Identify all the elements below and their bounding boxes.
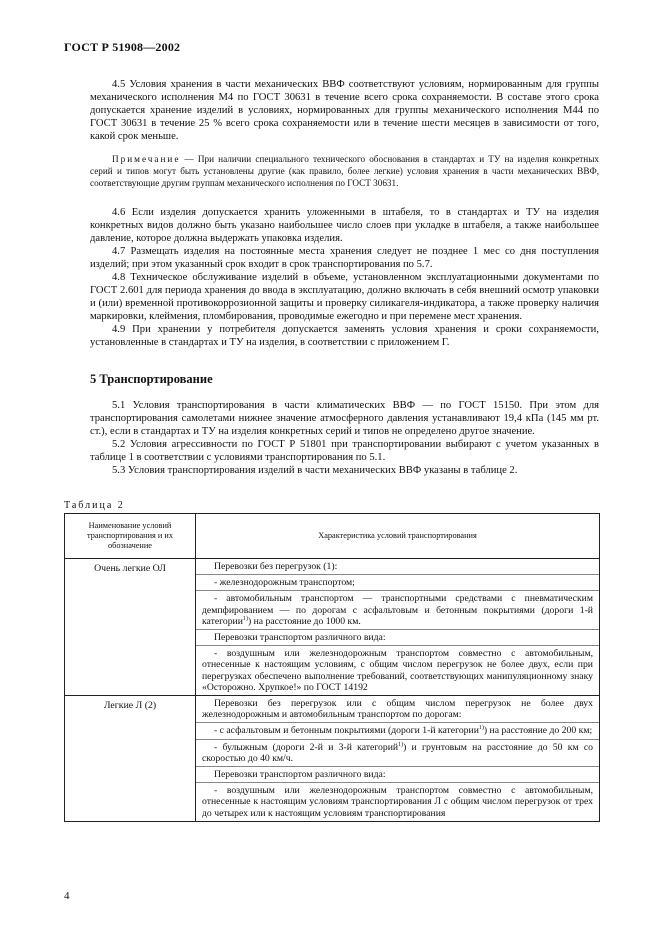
row-line: - булыжным (дороги 2-й и 3-й категорий$^{1)}$) и грунтовым на расстояние до 50 км со скоростью до 40 км/ч.	[196, 740, 599, 767]
header-col-characteristics: Характеристика условий транспортирования	[196, 514, 600, 559]
table-row	[65, 696, 600, 822]
paragraph-5-2: 5.2 Условия агрессивности по ГОСТ Р 51801 при транспортировании выбирают с учетом указанных в таблице 1 в соответствии с условиями транспортирования по 5.1.	[90, 439, 599, 463]
row-line: - железнодорожным транспортом;	[196, 575, 599, 591]
row-line: Перевозки без перегрузок (1):	[196, 559, 599, 575]
row-name: Легкие Л (2)	[65, 696, 196, 822]
note-block	[90, 153, 599, 189]
row-line: - воздушным или железнодорожным транспортом совместно с автомобильным, отнесенные к настоящим условиям транспортирования Л с общим числом перегрузок от трех до четырех или к настоящим условиям транспортирования	[202, 785, 593, 819]
row-line: Перевозки транспортом различного вида:	[196, 767, 599, 783]
table-caption: Таблица 2	[64, 500, 125, 511]
row-name: Очень легкие ОЛ	[65, 559, 196, 696]
page-number: 4	[64, 890, 70, 902]
row-line: Перевозки транспортом различного вида:	[196, 630, 599, 646]
table-row	[65, 559, 600, 696]
row-line: - воздушным или железнодорожным транспортом совместно с автомобильным, отнесенные к настоящим условиям, с общим числом перегрузок не более двух, если при перегрузках обеспечено выполнение требований, соответствующих манипуляционному знаку «Осторожно. Хрупкое!» по ГОСТ 14192	[202, 648, 593, 693]
row-characteristics	[196, 559, 600, 696]
paragraph-4-7: 4.7 Размещать изделия на постоянные места хранения следует не позднее 1 мес со дня поступления изделий; при этом указанный срок входит в срок транспортирования по 5.7.	[90, 246, 599, 270]
paragraph-4-5	[90, 78, 599, 143]
row-line: Перевозки без перегрузок или с общим числом перегрузок не более двух железнодорожным и автомобильным транспортом по дорогам:	[196, 696, 599, 723]
paragraphs-4-6-to-4-9	[90, 206, 599, 349]
table-2	[64, 513, 600, 822]
section-heading-5: 5 Транспортирование	[90, 372, 213, 386]
row-line: - с асфальтовым и бетонным покрытиями (дороги 1-й категории$^{1)}$) на расстояние до 200 км;	[196, 723, 599, 739]
paragraph-text: 4.5 Условия хранения в части механических ВВФ соответствуют условиям, нормированным для группы механического исполнения М4 по ГОСТ 30631 в течение всего срока сохраняемости. В составе этого срока допускается хранение изделий в условиях, нормированных для группы механического исполнения М44 по ГОСТ 30631 в течение 25 % всего срока сохраняемости или в течение шести месяцев в зависимости от того, какой срок меньше.	[90, 79, 599, 142]
note-text: — При наличии специального технического обоснования в стандартах и ТУ на изделия конкретных серий и типов могут быть установлены другие (как правило, более легкие) условия хранения в части механических ВВФ, соответствующие другим группам механического исполнения по ГОСТ 30631.	[90, 154, 599, 188]
paragraphs-5-1-to-5-3	[90, 399, 599, 477]
note-label: Примечание	[112, 154, 181, 164]
paragraph-5-3: 5.3 Условия транспортирования изделий в части механических ВВФ указаны в таблице 2.	[112, 465, 518, 476]
paragraph-4-8: 4.8 Техническое обслуживание изделий в объеме, установленном эксплуатационными документами по ГОСТ 2.601 для периода хранения до ввода в эксплуатацию, должно включать в себя внешний осмотр упаковки и (или) временной противокоррозионной защиты и проверку силикагеля-индикатора, а также проверку наличия маркировки, клеймения, пломбирования, проводимые ежегодно и при перемене мест хранения.	[90, 272, 599, 322]
header-col-name: Наименование условий транспортирования и их обозначение	[65, 514, 196, 559]
row-characteristics	[196, 696, 600, 822]
table-header-row	[65, 514, 600, 559]
standard-header: ГОСТ Р 51908—2002	[64, 40, 181, 54]
paragraph-5-1: 5.1 Условия транспортирования в части климатических ВВФ — по ГОСТ 15150. При этом для транспортирования самолетами нижнее значение атмосферного давления устанавливают 19,4 кПа (145 мм рт. ст.), если в стандартах и ТУ на изделия конкретных серий и типов не определено другое значение.	[90, 400, 599, 437]
paragraph-4-6: 4.6 Если изделия допускается хранить уложенными в штабеля, то в стандартах и ТУ на изделия конкретных видов должно быть указано наибольшее число слоев при укладке в штабеля, а также наибольшее давление, которое должна выдержать упаковка изделия.	[90, 207, 599, 244]
paragraph-4-9: 4.9 При хранении у потребителя допускается заменять условия хранения и сроки сохраняемости, установленные в стандартах и ТУ на изделия, в соответствии с приложением Г.	[90, 324, 599, 348]
row-line: - автомобильным транспортом — транспортными средствами с пневматическим демпфированием — по дорогам с асфальтовым и бетонным покрытиями (дороги 1-й категории$^{1)}$) на расстояние до 1000 км.	[196, 591, 599, 630]
